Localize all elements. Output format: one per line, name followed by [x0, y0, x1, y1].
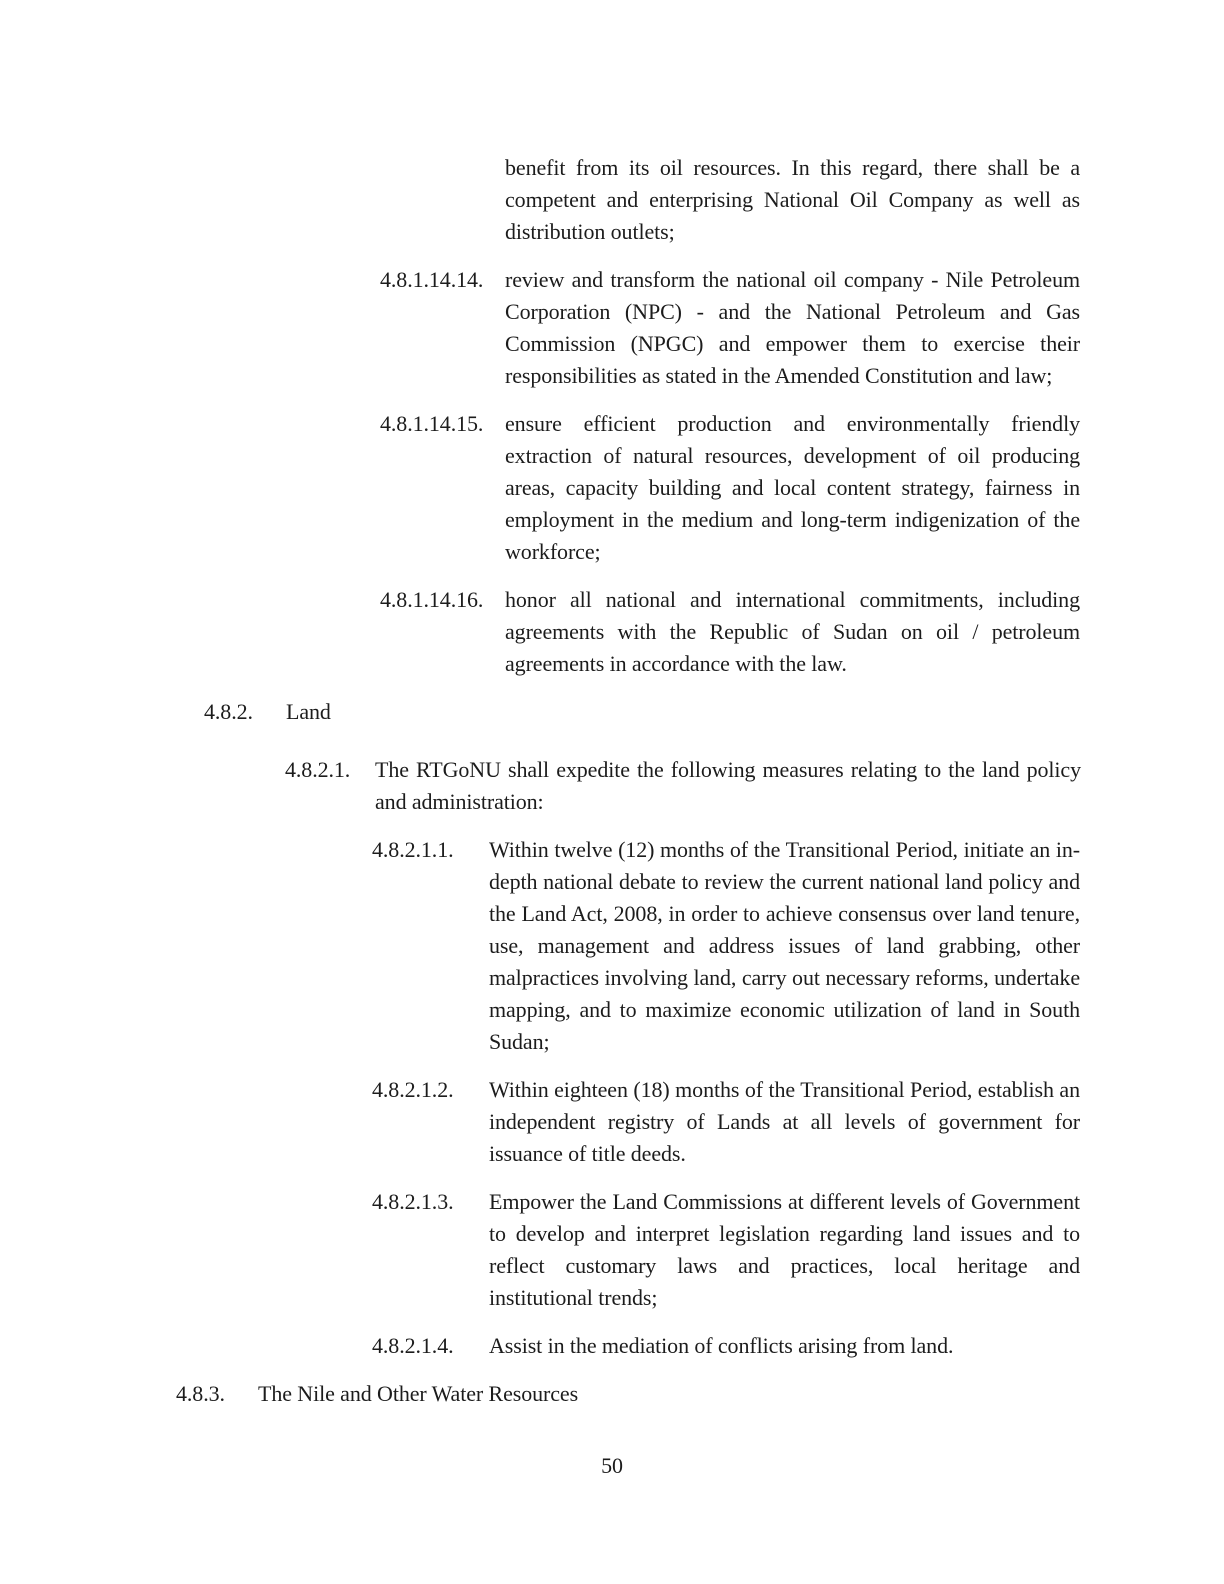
clause-text: Within twelve (12) months of the Transitional Period, initiate an in-depth national debate to review the current national land policy and the Land Act, 2008, in order to achieve consensus over land tenure, use, management and address issues of land grabbing, other malpractices involving land, carry out necessary reforms, undertake mapping, and to maximize economic utilization of land in South Sudan;: [489, 837, 1080, 1054]
clause-number: 4.8.2.1.3.: [372, 1189, 454, 1214]
clause-number: 4.8.2.1.4.: [372, 1333, 454, 1358]
clause-number: 4.8.2.1.1.: [372, 837, 454, 862]
clause-item: [380, 584, 1224, 680]
page-number: 50: [601, 1453, 623, 1478]
clause-text: Within eighteen (18) months of the Transitional Period, establish an independent registry of Lands at all levels of government for issuance of title deeds.: [489, 1077, 1080, 1166]
clause-item: [372, 1330, 1224, 1362]
clause-item: [372, 1186, 1224, 1314]
clause-text: The RTGoNU shall expedite the following measures relating to the land policy and administration:: [375, 757, 1081, 814]
clause-text: ensure efficient production and environmentally friendly extraction of natural resources, development of oil producing areas, capacity building and local content strategy, fairness in employment in the medium and long-term indigenization of the workforce;: [505, 411, 1080, 564]
clause-item: [372, 834, 1224, 1058]
clause-text: benefit from its oil resources. In this regard, there shall be a competent and enterprising National Oil Company as well as distribution outlets;: [505, 155, 1080, 244]
clause-number: 4.8.2.1.2.: [372, 1077, 454, 1102]
clause-item: [285, 754, 1224, 818]
clause-item: [505, 152, 1224, 248]
clause-item: [372, 1074, 1224, 1170]
section-heading: Land: [286, 699, 331, 724]
clause-number: 4.8.3.: [176, 1381, 225, 1406]
clause-text: review and transform the national oil company - Nile Petroleum Corporation (NPC) - and the National Petroleum and Gas Commission (NPGC) and empower them to exercise their responsibilities as stated in the Amended Constitution and law;: [505, 267, 1080, 388]
section-heading-row: [204, 696, 1224, 728]
clause-number: 4.8.1.14.15.: [380, 411, 484, 436]
clause-text: honor all national and international commitments, including agreements with the Republic of Sudan on oil / petroleum agreements in accordance with the law.: [505, 587, 1080, 676]
clause-number: 4.8.2.1.: [285, 757, 351, 782]
clause-text: Empower the Land Commissions at different levels of Government to develop and interpret legislation regarding land issues and to reflect customary laws and practices, local heritage and institutional trends;: [489, 1189, 1080, 1310]
clause-item: [380, 408, 1224, 568]
section-heading: The Nile and Other Water Resources: [258, 1381, 579, 1406]
clause-number: 4.8.1.14.16.: [380, 587, 484, 612]
clause-text: Assist in the mediation of conflicts arising from land.: [489, 1333, 954, 1358]
clause-number: 4.8.1.14.14.: [380, 267, 484, 292]
clause-item: [380, 264, 1224, 392]
section-heading-row: [176, 1378, 1224, 1410]
clause-number: 4.8.2.: [204, 699, 253, 724]
